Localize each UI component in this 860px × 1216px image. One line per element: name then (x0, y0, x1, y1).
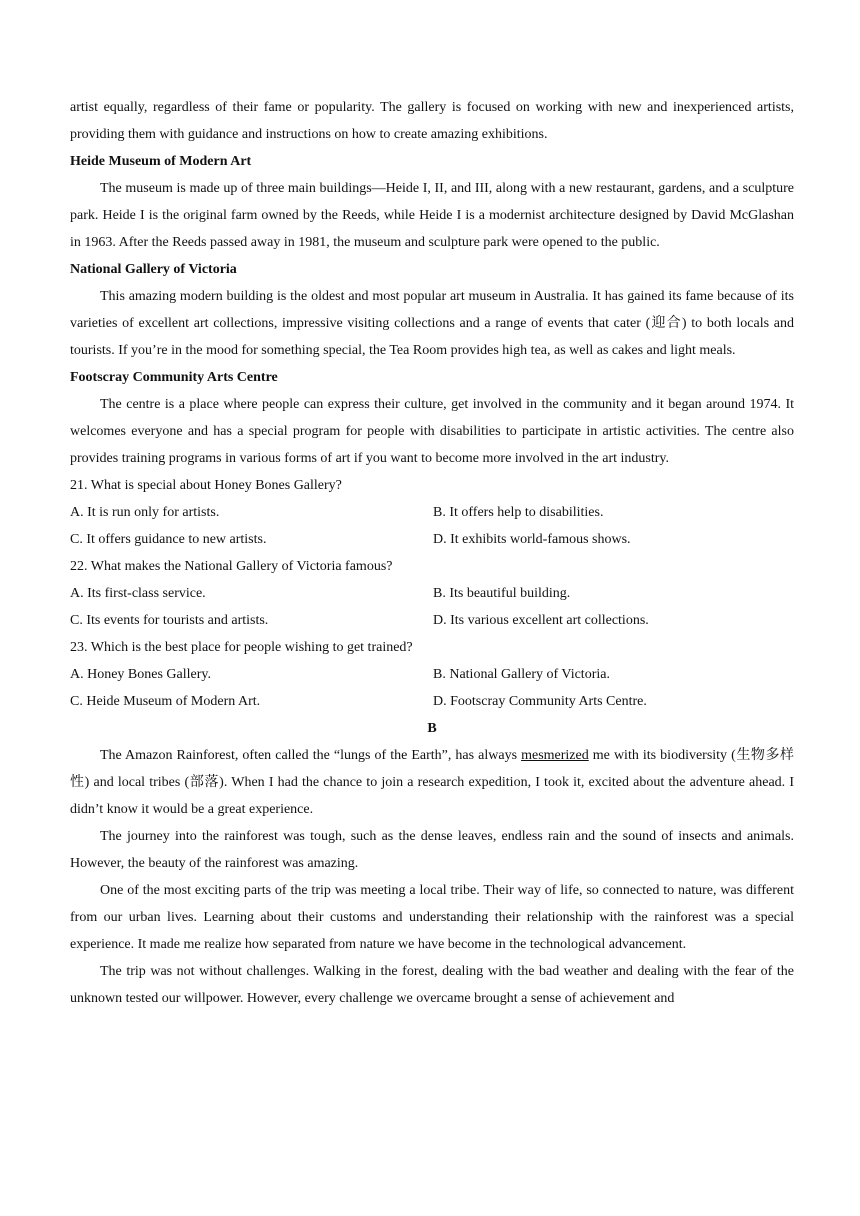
question-22-stem: 22. What makes the National Gallery of Victoria famous? (70, 559, 393, 574)
document-page (70, 94, 794, 1012)
underlined-word: mesmerized (521, 748, 589, 763)
option-c: C. It offers guidance to new artists. (70, 532, 267, 547)
section-body-footscray: The centre is a place where people can express their culture, get involved in the community and it began around 1974. It welcomes everyone and has a special program for people with disabilities to participate in artistic activities. The centre also provides training programs in various forms of art if you want to become more involved in the art industry. (70, 397, 794, 466)
option-c: C. Heide Museum of Modern Art. (70, 694, 261, 709)
section-title-ngv: National Gallery of Victoria (70, 262, 237, 277)
question-23-options-row-2 (70, 688, 794, 715)
option-b: B. It offers help to disabilities. (433, 505, 604, 520)
part-b-paragraph-3: One of the most exciting parts of the trip was meeting a local tribe. Their way of life, so connected to nature, was different from our urban lives. Learning about their customs and understanding their relationship with the rainforest was a special experience. It made me realize how separated from nature we have become in the technological advancement. (70, 883, 794, 952)
question-21-options-row-1 (70, 499, 794, 526)
part-b-paragraph-4: The trip was not without challenges. Walking in the forest, dealing with the bad weather and dealing with the fear of the unknown tested our willpower. However, every challenge we overcame brought a sense of achievement and (70, 964, 794, 1006)
question-22-options-row-2 (70, 607, 794, 634)
question-23-stem: 23. Which is the best place for people wishing to get trained? (70, 640, 413, 655)
question-21-stem: 21. What is special about Honey Bones Gallery? (70, 478, 342, 493)
option-a: A. Its first-class service. (70, 586, 206, 601)
section-title-footscray: Footscray Community Arts Centre (70, 370, 278, 385)
paragraph-1-rest: me with its biodiversity (生物多样性) and local tribes (部落). When I had the chance to join a research expedition, I took it, excited about the adventure ahead. I didn’t know it would be a great experience. (70, 748, 795, 817)
part-b-label: B (427, 721, 437, 736)
question-23-options-row-1 (70, 661, 794, 688)
question-21-options-row-2 (70, 526, 794, 553)
paragraph-1-lead: The Amazon Rainforest, often called the “lungs of the Earth”, has always (100, 748, 522, 763)
part-b-paragraph-1 (70, 742, 794, 823)
section-title-heide: Heide Museum of Modern Art (70, 154, 252, 169)
option-d: D. It exhibits world-famous shows. (433, 532, 631, 547)
option-d: D. Footscray Community Arts Centre. (433, 694, 647, 709)
option-c: C. Its events for tourists and artists. (70, 613, 269, 628)
intro-paragraph-tail: artist equally, regardless of their fame or popularity. The gallery is focused on working with new and inexperienced artists, providing them with guidance and instructions on how to create amazing exhibitions. (70, 100, 794, 142)
question-22-options-row-1 (70, 580, 794, 607)
option-d: D. Its various excellent art collections. (433, 613, 649, 628)
section-body-heide: The museum is made up of three main buildings—Heide I, II, and III, along with a new restaurant, gardens, and a sculpture park. Heide I is the original farm owned by the Reeds, while Heide I is a modernist architecture designed by David McGlashan in 1963. After the Reeds passed away in 1981, the museum and sculpture park were opened to the public. (70, 181, 794, 250)
section-body-ngv: This amazing modern building is the oldest and most popular art museum in Australia. It has gained its fame because of its varieties of excellent art collections, impressive visiting collections and a range of events that cater (迎合) to both locals and tourists. If you’re in the mood for something special, the Tea Room provides high tea, as well as cakes and light meals. (70, 289, 794, 358)
part-b-paragraph-2: The journey into the rainforest was tough, such as the dense leaves, endless rain and the sound of insects and animals. However, the beauty of the rainforest was amazing. (70, 829, 794, 871)
option-b: B. Its beautiful building. (433, 586, 571, 601)
option-a: A. Honey Bones Gallery. (70, 667, 212, 682)
option-b: B. National Gallery of Victoria. (433, 667, 610, 682)
option-a: A. It is run only for artists. (70, 505, 220, 520)
